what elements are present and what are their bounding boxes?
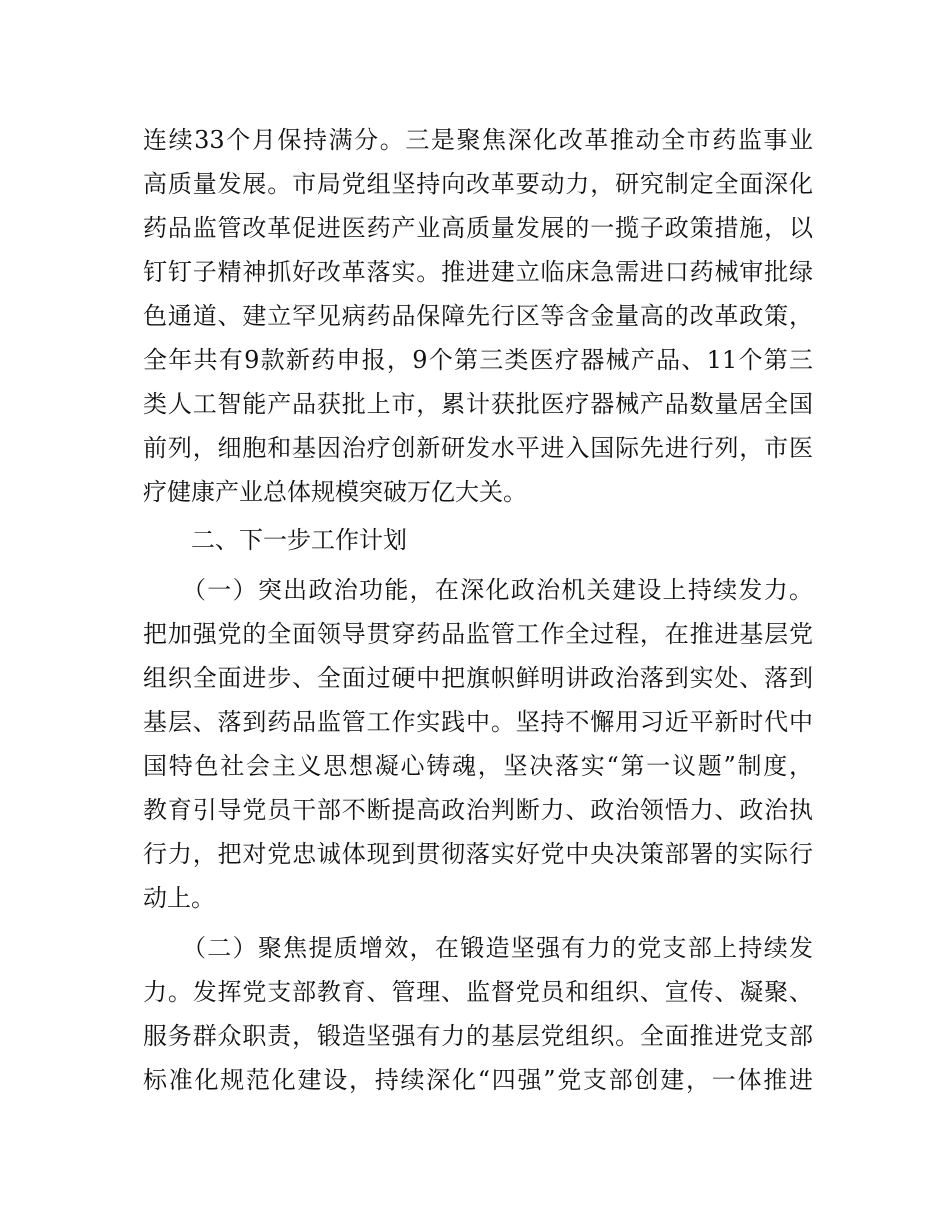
body-text-line: 基层、落到药品监管工作实践中。坚持不懈用习近平新时代中 bbox=[143, 708, 813, 736]
body-text-line: 类人工智能产品获批上市，累计获批医疗器械产品数量居全国 bbox=[143, 390, 813, 418]
body-text-line: 动上。 bbox=[143, 884, 215, 912]
body-text-line: 前列，细胞和基因治疗创新研发水平进入国际先进行列，市医 bbox=[143, 434, 813, 462]
body-text-line: 服务群众职责，锻造坚强有力的基层党组织。全面推进党支部 bbox=[143, 1022, 813, 1050]
body-text-line: 标准化规范化建设，持续深化“四强”党支部创建，一体推进 bbox=[143, 1066, 813, 1094]
body-text-line: 全年共有9款新药申报，9个第三类医疗器械产品、11个第三 bbox=[143, 346, 813, 374]
body-text-line: 教育引导党员干部不断提高政治判断力、政治领悟力、政治执 bbox=[143, 796, 813, 824]
body-text-line: 疗健康产业总体规模突破万亿大关。 bbox=[143, 478, 527, 506]
body-text-line: 连续33个月保持满分。三是聚焦深化改革推动全市药监事业 bbox=[143, 126, 813, 154]
body-text-line: 高质量发展。市局党组坚持向改革要动力，研究制定全面深化 bbox=[143, 170, 813, 198]
body-text-line: 药品监管改革促进医药产业高质量发展的一揽子政策措施，以 bbox=[143, 214, 813, 242]
body-text-line: 行力，把对党忠诚体现到贯彻落实好党中央决策部署的实际行 bbox=[143, 840, 813, 868]
subsection-heading: （一）突出政治功能，在深化政治机关建设上持续发力。 bbox=[182, 576, 813, 604]
body-text-line: 组织全面进步、全面过硬中把旗帜鲜明讲政治落到实处、落到 bbox=[143, 664, 813, 692]
body-text-line: 色通道、建立罕见病药品保障先行区等含金量高的改革政策， bbox=[143, 302, 813, 330]
subsection-heading: （二）聚焦提质增效，在锻造坚强有力的党支部上持续发 bbox=[182, 934, 813, 962]
body-text-line: 钉钉子精神抓好改革落实。推进建立临床急需进口药械审批绿 bbox=[143, 258, 813, 286]
section-heading: 二、下一步工作计划 bbox=[191, 526, 407, 554]
body-text-line: 力。发挥党支部教育、管理、监督党员和组织、宣传、凝聚、 bbox=[143, 978, 813, 1006]
body-text-line: 国特色社会主义思想凝心铸魂，坚决落实“第一议题”制度， bbox=[143, 752, 813, 780]
body-text-line: 把加强党的全面领导贯穿药品监管工作全过程，在推进基层党 bbox=[143, 620, 813, 648]
